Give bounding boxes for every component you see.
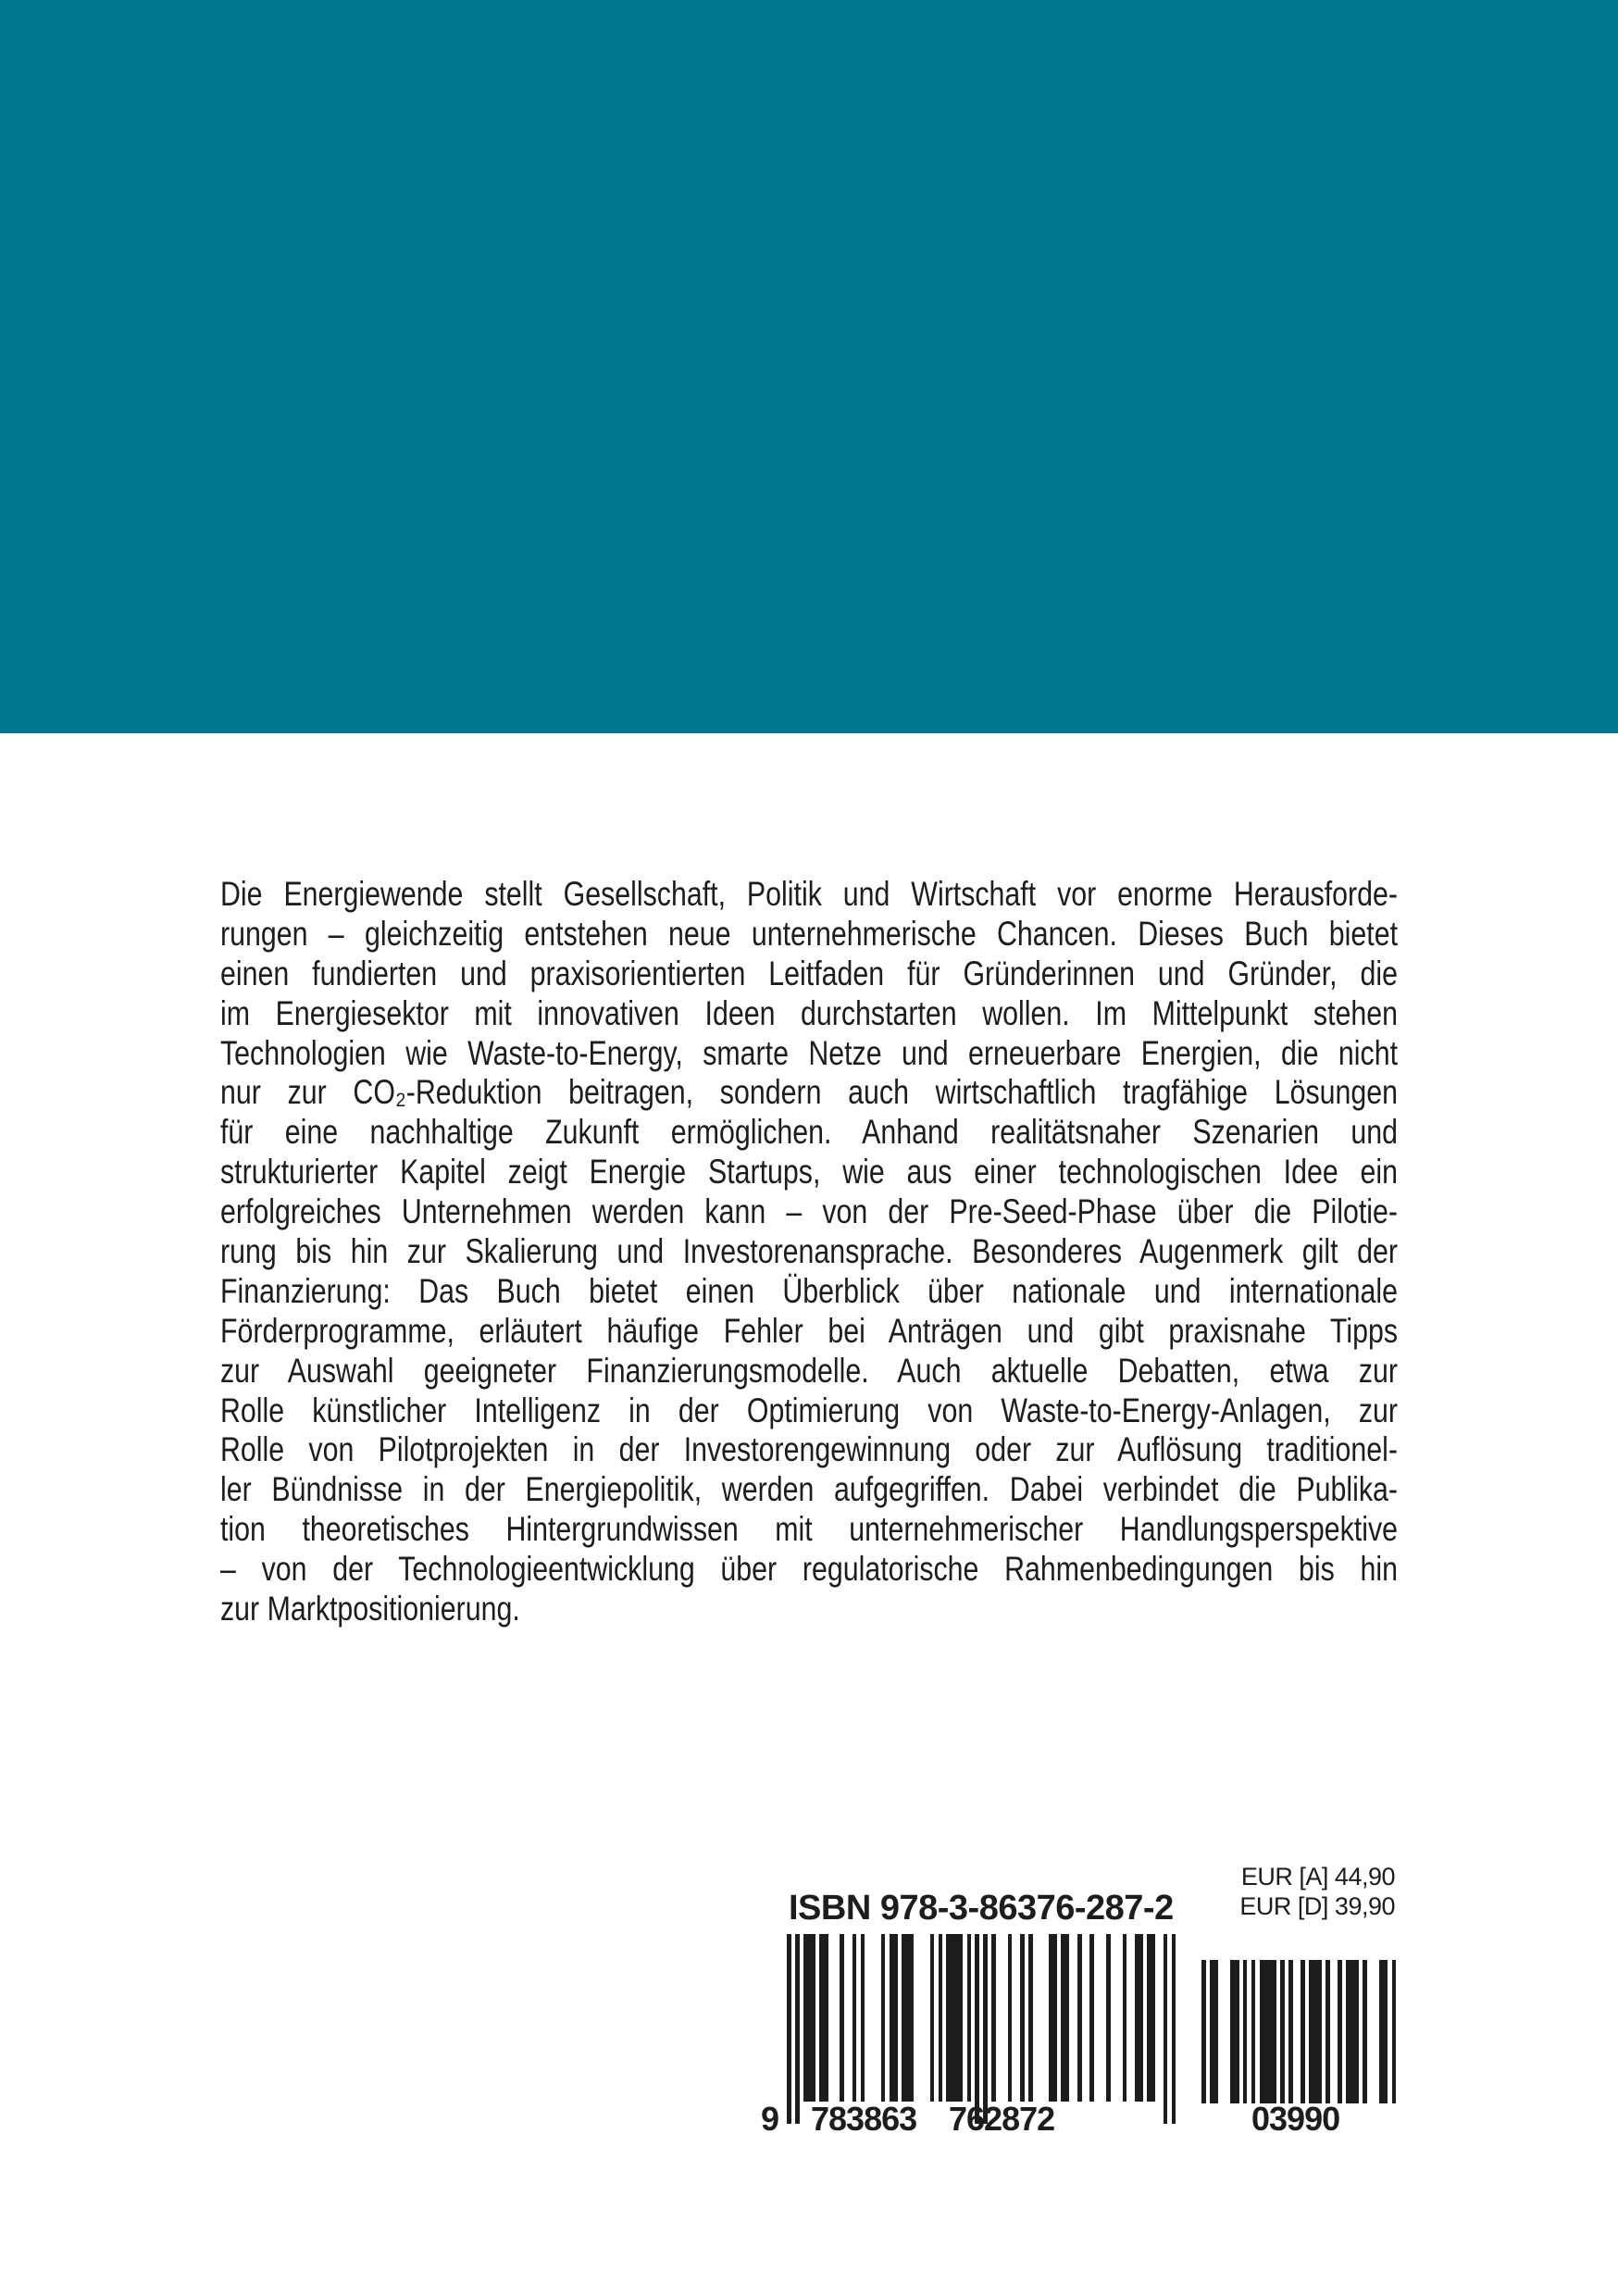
blurb-line <box>220 1073 1398 1113</box>
blurb-line <box>220 1272 1398 1312</box>
blurb-line-text: im Energiesektor mit innovativen Ideen durchstarten wollen. Im Mittelpunkt stehen <box>220 993 1398 1032</box>
blurb-line <box>220 1430 1398 1470</box>
blurb-line <box>220 955 1398 994</box>
barcode-bar <box>991 1934 996 2102</box>
barcode-bar <box>1106 1934 1111 2102</box>
barcode-bar <box>824 1934 828 2102</box>
barcode-bar <box>1139 1934 1143 2102</box>
price-austria: EUR [A] 44,90 <box>1240 1863 1395 1890</box>
addon-bar <box>1392 1960 1397 2103</box>
blurb-line-text: zur Auswahl geeigneter Finanzierungsmodelle. Auch aktuelle Debatten, etwa zur <box>220 1351 1398 1390</box>
blurb-line <box>220 1470 1398 1510</box>
barcode-bar <box>975 1934 979 2124</box>
isbn-label: ISBN 978-3-86376-287-2 <box>789 1889 1174 1928</box>
barcode-bar <box>939 1934 943 2102</box>
book-blurb <box>220 875 1398 1629</box>
blurb-line <box>220 994 1398 1034</box>
blurb-line <box>220 1034 1398 1074</box>
addon-bar <box>1354 1960 1359 2103</box>
addon-digits: 03990 <box>1251 2100 1340 2138</box>
barcode-right-digits: 762872 <box>949 2100 1055 2138</box>
addon-bar <box>1317 1960 1322 2103</box>
blurb-line <box>220 1352 1398 1391</box>
barcode-bar <box>1123 1934 1127 2102</box>
blurb-line-text: rung bis hin zur Skalierung und Investorenansprache. Besonderes Augenmerk gilt der <box>220 1232 1398 1271</box>
blurb-line <box>220 1550 1398 1590</box>
blurb-line-text: Förderprogramme, erläutert häufige Fehler bei Anträgen und gibt praxisnahe Tipps <box>220 1311 1398 1350</box>
barcode-bar <box>930 1934 935 2102</box>
addon-bar <box>1214 1960 1218 2103</box>
addon-bar <box>1272 1960 1276 2103</box>
addon-bar <box>1280 1960 1285 2103</box>
blurb-line-text: Rolle von Pilotprojekten in der Investorengewinnung oder zur Auflösung traditionel- <box>220 1430 1398 1469</box>
barcode-bar <box>1028 1934 1033 2102</box>
blurb-line <box>220 1192 1398 1232</box>
barcode-bar <box>787 1934 791 2124</box>
blurb-line <box>220 1232 1398 1272</box>
blurb-line <box>220 1153 1398 1192</box>
blurb-line <box>220 1391 1398 1431</box>
barcode-bar <box>840 1934 844 2102</box>
blurb-line-text: strukturierter Kapitel zeigt Energie Startups, wie aus einer technologischen Idee ein <box>220 1153 1398 1192</box>
barcode-bar <box>1065 1934 1070 2102</box>
addon-bar <box>1235 1960 1239 2103</box>
blurb-line-text: Technologien wie Waste-to-Energy, smarte Netze und erneuerbare Energien, die nicht <box>220 1033 1398 1072</box>
addon-bar <box>1288 1960 1293 2103</box>
barcode-bar <box>1077 1934 1082 2102</box>
blurb-line-text: für eine nachhaltige Zukunft ermöglichen. Anhand realitätsnaher Szenarien und <box>220 1113 1398 1152</box>
barcode-bar <box>983 1934 988 2124</box>
blurb-line-text: zur Marktpositionierung. <box>220 1590 520 1628</box>
barcode-bar <box>893 1934 898 2102</box>
blurb-line <box>220 1113 1398 1153</box>
barcode-bar <box>853 1934 857 2102</box>
addon-bar <box>1301 1960 1305 2103</box>
addon-bar <box>1363 1960 1367 2103</box>
addon-bar <box>1243 1960 1248 2103</box>
blurb-line-text: – von der Technologieentwicklung über regulatorische Rahmenbedingungen bis hin <box>220 1550 1398 1589</box>
barcode-bar <box>1089 1934 1094 2102</box>
blurb-line <box>220 1510 1398 1550</box>
blurb-line-text: einen fundierten und praxisorientierten Leitfaden für Gründerinnen und Gründer, die <box>220 954 1398 992</box>
barcode-bar <box>910 1934 915 2102</box>
barcode-bar <box>1172 1934 1176 2124</box>
blurb-line-text: Rolle künstlicher Intelligenz in der Optimierung von Waste-to-Energy-Anlagen, zur <box>220 1391 1398 1429</box>
addon-bar <box>1326 1960 1330 2103</box>
blurb-line-text: Die Energiewende stellt Gesellschaft, Politik und Wirtschaft vor enorme Herausforde- <box>220 875 1398 913</box>
blurb-line <box>220 915 1398 955</box>
blurb-line-text: rungen – gleichzeitig entstehen neue unternehmerische Chancen. Dieses Buch bietet <box>220 914 1398 953</box>
barcode-bar <box>861 1934 865 2102</box>
blurb-line <box>220 875 1398 915</box>
blurb-line <box>220 1590 1398 1629</box>
barcode-bar <box>881 1934 886 2102</box>
blurb-line-text: ler Bündnisse in der Energiepolitik, werden aufgegriffen. Dabei verbindet die Publika- <box>220 1470 1398 1509</box>
barcode-bar <box>967 1934 972 2102</box>
barcode-bar <box>1052 1934 1057 2102</box>
barcode-bar <box>795 1934 800 2124</box>
blurb-line-text: Finanzierung: Das Buch bietet einen Überblick über nationale und internationale <box>220 1271 1398 1310</box>
addon-bar <box>1251 1960 1256 2103</box>
blurb-line <box>220 1312 1398 1352</box>
barcode-left-digits: 783863 <box>811 2100 917 2138</box>
blurb-line-text: tion theoretisches Hintergrundwissen mit unternehmerischer Handlungsperspektive <box>220 1510 1398 1549</box>
barcode-bar <box>1008 1934 1013 2102</box>
blurb-line-text: nur zur CO₂-Reduktion beitragen, sondern auch wirtschaftlich tragfähige Lösungen <box>220 1073 1398 1112</box>
barcode-bar <box>1164 1934 1168 2124</box>
barcode-bar <box>812 1934 816 2102</box>
price-germany: EUR [D] 39,90 <box>1239 1892 1395 1920</box>
barcode-lead-digit: 9 <box>761 2100 779 2138</box>
cover-color-band <box>0 0 1618 733</box>
blurb-line-text: erfolgreiches Unternehmen werden kann – von der Pre-Seed-Phase über die Pilotie- <box>220 1192 1398 1231</box>
barcode-bar <box>1151 1934 1155 2102</box>
addon-bar <box>1384 1960 1388 2103</box>
barcode-bar <box>1020 1934 1025 2102</box>
addon-bar <box>1338 1960 1342 2103</box>
barcode-bar <box>959 1934 964 2102</box>
price-addon-barcode <box>1201 1960 1396 2103</box>
isbn-barcode <box>787 1934 1176 2124</box>
addon-bar <box>1201 1960 1206 2103</box>
